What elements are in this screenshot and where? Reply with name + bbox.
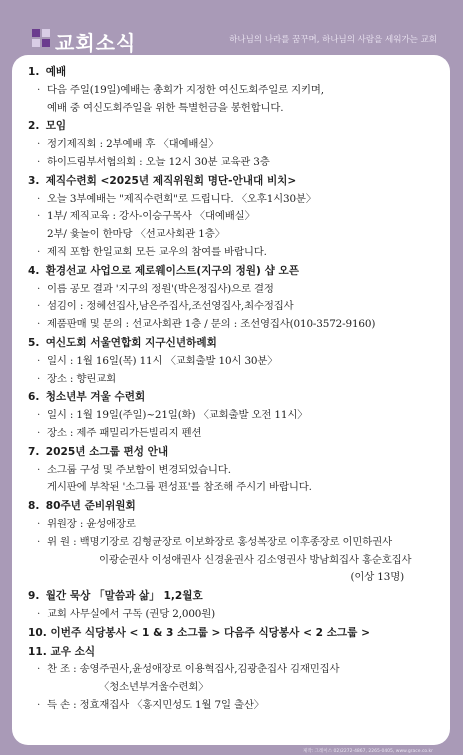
news-item — [28, 281, 450, 299]
section-title — [28, 389, 450, 407]
news-item-text: (이상 13명) — [350, 571, 404, 584]
news-item — [28, 154, 450, 172]
section-number: 11. — [28, 645, 47, 658]
news-item-text: 섬김이 : 정혜선집사,남은주집사,조선영집사,최수정집사 — [47, 300, 294, 313]
news-item — [28, 552, 450, 570]
news-section — [28, 118, 450, 171]
bullet-dot-icon: · — [37, 192, 41, 205]
bullet-dot-icon: · — [37, 210, 41, 223]
news-item — [28, 534, 450, 552]
bullet-dot-icon: · — [37, 517, 41, 530]
section-heading: 여신도회 서울연합회 지구신년하례회 — [45, 336, 217, 349]
news-section — [28, 625, 450, 643]
section-title — [28, 335, 450, 353]
news-section — [28, 644, 450, 715]
news-item-text: 2부/ 윷놀이 한마당 〈선교사회관 1층〉 — [47, 228, 225, 241]
news-item-text: 교회 사무실에서 구독 (권당 2,000원) — [47, 607, 216, 620]
section-heading: 2025년 소그룹 편성 안내 — [45, 445, 169, 458]
news-item — [28, 425, 450, 443]
bullet-dot-icon: · — [37, 409, 41, 422]
bullet-dot-icon: · — [37, 354, 41, 367]
news-section — [28, 498, 450, 587]
news-item — [28, 100, 450, 118]
news-item — [28, 407, 450, 425]
section-title — [28, 644, 450, 662]
page-header — [0, 0, 463, 56]
section-number: 2. — [28, 120, 40, 133]
news-item-text: 하이드림부서협의회 : 오늘 12시 30분 교육관 3층 — [47, 155, 270, 168]
news-item — [28, 226, 450, 244]
news-item-text: 장소 : 향린교회 — [47, 372, 116, 385]
section-title — [28, 498, 450, 516]
news-item — [28, 208, 450, 226]
news-item-text: 위 원 : 백명기장로 김형균장로 이보화장로 홍성복장로 이후종장로 이민하권사 — [47, 535, 392, 548]
bullet-dot-icon: · — [37, 607, 41, 620]
news-item — [28, 244, 450, 262]
section-number: 1. — [28, 66, 40, 78]
bullet-dot-icon: · — [37, 318, 41, 331]
section-number: 9. — [28, 590, 40, 603]
news-section — [28, 64, 450, 117]
news-item-text: 일시 : 1월 19일(주일)~21일(화) 〈교회출발 오전 11시〉 — [47, 409, 308, 422]
news-item-text: 〈청소년부겨울수련회〉 — [99, 681, 209, 694]
news-item-text: 게시판에 부착된 '소그룹 편성표'를 참조해 주시기 바랍니다. — [47, 481, 312, 494]
news-section — [28, 173, 450, 262]
news-item-text: 정기제직회 : 2부예배 후 〈대예배실〉 — [47, 138, 219, 151]
news-item-text: 오늘 3부예배는 "제직수련회"로 드립니다. 〈오후1시30분〉 — [47, 192, 317, 205]
bullet-dot-icon: · — [37, 426, 41, 439]
bullet-dot-icon: · — [37, 83, 41, 96]
news-item-text: 다음 주일(19일)예배는 총회가 지정한 여신도회주일로 지키며, — [47, 83, 324, 96]
section-title — [28, 625, 450, 643]
news-item — [28, 298, 450, 316]
news-panel — [12, 55, 450, 745]
news-item-text: 장소 : 제주 패밀리가든빌리지 펜션 — [47, 426, 202, 439]
section-title — [28, 173, 450, 191]
church-logo-icon — [32, 29, 50, 47]
news-item — [28, 316, 450, 334]
bullet-dot-icon: · — [37, 663, 41, 676]
news-item-text: 위원장 : 윤성애장로 — [47, 517, 136, 530]
news-section — [28, 263, 450, 334]
news-item-text: 1부/ 제직교육 : 강사-이승구목사 〈대예배실〉 — [47, 210, 255, 223]
section-heading: 교우 소식 — [50, 645, 96, 658]
news-item — [28, 191, 450, 209]
church-slogan: 하나님의 나라를 꿈꾸며, 하나님의 사람을 세워가는 교회 — [229, 35, 437, 45]
news-item-text: 제직 포함 한일교회 모든 교우의 참여를 바랍니다. — [47, 245, 267, 258]
news-item-text: 득 손 : 정효재집사 〈홍지민성도 1월 7일 출산〉 — [47, 698, 265, 711]
section-number: 3. — [28, 174, 40, 187]
section-heading: 80주년 준비위원회 — [45, 500, 136, 513]
section-number: 8. — [28, 500, 40, 513]
bullet-dot-icon: · — [37, 155, 41, 168]
section-title — [28, 64, 450, 82]
news-item — [28, 136, 450, 154]
news-item — [28, 661, 450, 679]
bullet-dot-icon: · — [37, 300, 41, 313]
section-number: 4. — [28, 264, 40, 277]
news-item-text: 예배 중 여신도회주일을 위한 특별헌금을 봉헌합니다. — [47, 101, 284, 114]
news-item — [28, 82, 450, 100]
section-heading: 예배 — [45, 66, 67, 78]
section-heading: 청소년부 겨울 수련회 — [45, 391, 146, 404]
section-heading: 제직수련회 <2025년 제직위원회 명단-안내대 비치> — [45, 174, 297, 187]
news-item — [28, 516, 450, 534]
news-item-text: 소그룹 구성 및 주보함이 변경되었습니다. — [47, 463, 231, 476]
news-item-text: 이름 공모 결과 '지구의 정원'(박은정집사)으로 결정 — [47, 282, 274, 295]
section-number: 5. — [28, 336, 40, 349]
section-number: 10. — [28, 626, 47, 639]
section-number: 6. — [28, 391, 40, 404]
section-heading: 월간 묵상 「말씀과 삶」 1,2월호 — [45, 590, 203, 603]
section-heading: 환경선교 사업으로 제로웨이스트(지구의 정원) 샵 오픈 — [45, 264, 299, 277]
news-item-text: 이광순권사 이성애권사 신경윤권사 김소영권사 방남희집사 홍순호집사 — [99, 553, 412, 566]
section-title — [28, 118, 450, 136]
news-section — [28, 335, 450, 388]
news-item — [28, 371, 450, 389]
section-title — [28, 263, 450, 281]
section-title — [28, 444, 450, 462]
section-heading: 모임 — [45, 120, 67, 133]
bullet-dot-icon: · — [37, 463, 41, 476]
news-item-text: 찬 조 : 송영주권사,윤성애장로 이용혁집사,김광춘집사 김재민집사 — [47, 663, 340, 676]
news-section — [28, 389, 450, 442]
news-item — [28, 569, 450, 587]
news-item-text: 제품판매 및 문의 : 선교사회관 1층 / 문의 : 조선영집사(010-3572-9160) — [47, 318, 376, 331]
bullet-dot-icon: · — [37, 372, 41, 385]
section-number: 7. — [28, 445, 40, 458]
news-section — [28, 588, 450, 624]
bullet-dot-icon: · — [37, 245, 41, 258]
bullet-dot-icon: · — [37, 282, 41, 295]
news-item — [28, 462, 450, 480]
section-title — [28, 588, 450, 606]
bullet-dot-icon: · — [37, 535, 41, 548]
bullet-dot-icon: · — [37, 138, 41, 151]
news-item — [28, 697, 450, 715]
print-credit: 제작: 그레이스 02)2272-4867, 2265-0405, www.grace.co.kr — [303, 749, 433, 754]
section-heading: 이번주 식당봉사 < 1 & 3 소그룹 > 다음주 식당봉사 < 2 소그룹 > — [50, 626, 370, 639]
news-item — [28, 606, 450, 624]
news-item-text: 일시 : 1월 16일(목) 11시 〈교회출발 10시 30분〉 — [47, 354, 278, 367]
news-item — [28, 353, 450, 371]
bullet-dot-icon: · — [37, 698, 41, 711]
page-title: 교회소식 — [55, 31, 137, 55]
news-item — [28, 679, 450, 697]
news-section — [28, 444, 450, 497]
news-item — [28, 479, 450, 497]
